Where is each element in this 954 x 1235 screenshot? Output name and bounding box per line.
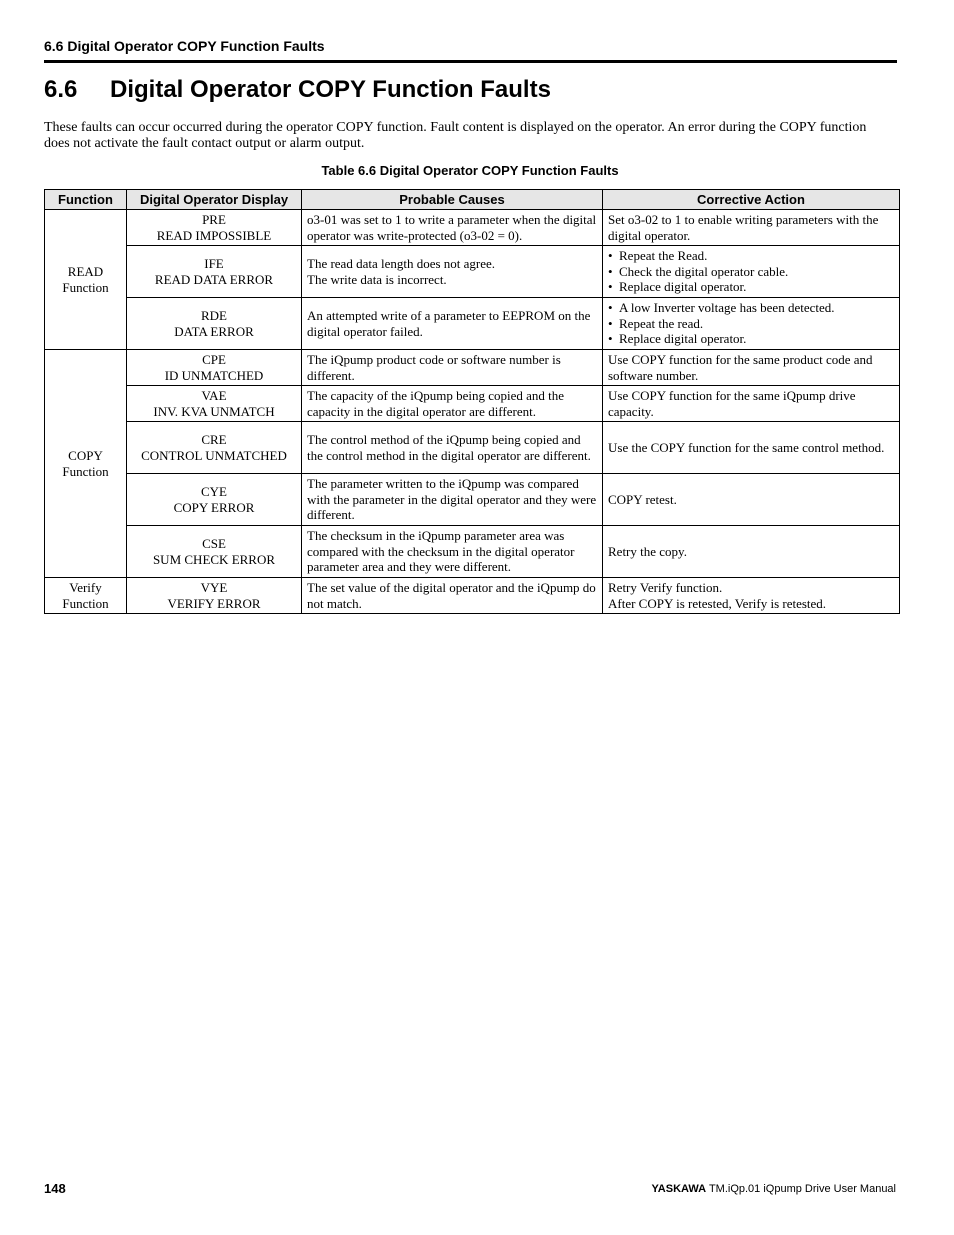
cause-cell: The checksum in the iQpump parameter area was compared with the checksum in the digital operator parameter area and they were different.: [302, 526, 603, 578]
cause-cell: An attempted write of a parameter to EEPROM on the digital operator failed.: [302, 298, 603, 350]
table-row: [45, 474, 900, 526]
action-line: After COPY is retested, Verify is retested.: [608, 595, 827, 611]
display-message: CONTROL UNMATCHED: [141, 447, 287, 463]
action-bullet: • Check the digital operator cable.: [608, 264, 894, 280]
display-code: CYE: [201, 484, 227, 499]
table-row: [45, 298, 900, 350]
display-cell: [127, 386, 302, 422]
action-cell: Use COPY function for the same product code and software number.: [603, 350, 900, 386]
action-cell: [603, 578, 900, 614]
display-code: CSE: [202, 536, 226, 551]
function-name: COPY: [68, 448, 103, 463]
page-number: 148: [44, 1181, 66, 1196]
display-code: VAE: [201, 388, 227, 403]
action-cell: Use the COPY function for the same control method.: [603, 422, 900, 474]
table-caption: Table 6.6 Digital Operator COPY Function Faults: [321, 163, 619, 178]
action-bullet: • A low Inverter voltage has been detected.: [608, 300, 894, 316]
action-bullet-list: [608, 248, 894, 295]
table-row: [45, 246, 900, 298]
table-header-row: [45, 190, 900, 210]
column-header-display: Digital Operator Display: [127, 190, 302, 210]
display-code: VYE: [200, 580, 228, 595]
display-message: INV. KVA UNMATCH: [153, 403, 275, 419]
function-suffix: Function: [62, 595, 109, 611]
action-cell: COPY retest.: [603, 474, 900, 526]
display-code: PRE: [202, 212, 226, 227]
table-row: [45, 422, 900, 474]
action-line: Retry Verify function.: [608, 580, 723, 595]
function-cell: [45, 578, 127, 614]
display-message: VERIFY ERROR: [167, 595, 261, 611]
footer-manual-title: [651, 1183, 896, 1195]
faults-table: [44, 189, 900, 614]
running-header-title: 6.6 Digital Operator COPY Function Faults: [44, 38, 325, 54]
function-suffix: Function: [62, 463, 109, 479]
display-message: ID UNMATCHED: [164, 367, 264, 383]
cause-cell: The control method of the iQpump being copied and the control method in the digital operator are different.: [302, 422, 603, 474]
cause-cell: The capacity of the iQpump being copied and the capacity in the digital operator are different.: [302, 386, 603, 422]
action-cell: Retry the copy.: [603, 526, 900, 578]
action-cell: [603, 246, 900, 298]
cause-cell: The parameter written to the iQpump was compared with the parameter in the digital operator and they were different.: [302, 474, 603, 526]
display-message: SUM CHECK ERROR: [152, 551, 276, 567]
manual-name: TM.iQp.01 iQpump Drive User Manual: [708, 1183, 896, 1195]
section-title: Digital Operator COPY Function Faults: [110, 76, 551, 103]
cause-cell: The set value of the digital operator and the iQpump do not match.: [302, 578, 603, 614]
action-bullet: • Repeat the read.: [608, 316, 894, 332]
table-row: [45, 526, 900, 578]
running-header: [44, 38, 897, 63]
table-row: [45, 350, 900, 386]
function-cell: [45, 210, 127, 350]
display-cell: [127, 210, 302, 246]
cause-line: The read data length does not agree.: [307, 256, 496, 271]
display-cell: [127, 246, 302, 298]
action-bullet: • Replace digital operator.: [608, 331, 894, 347]
action-bullet-list: [608, 300, 894, 347]
function-name: Verify: [69, 580, 102, 595]
function-cell: [45, 350, 127, 578]
action-cell: [603, 298, 900, 350]
display-cell: [127, 526, 302, 578]
display-message: DATA ERROR: [174, 323, 254, 339]
table-row: [45, 210, 900, 246]
cause-cell: [302, 246, 603, 298]
display-cell: [127, 298, 302, 350]
action-cell: Use COPY function for the same iQpump drive capacity.: [603, 386, 900, 422]
action-bullet: • Repeat the Read.: [608, 248, 894, 264]
column-header-function: Function: [45, 190, 127, 210]
display-cell: [127, 350, 302, 386]
section-number: 6.6: [44, 76, 78, 103]
section-heading: [44, 76, 551, 104]
display-code: RDE: [201, 308, 227, 323]
intro-paragraph: These faults can occur occurred during the operator COPY function. Fault content is displayed on the operator. An error during the COPY function does not activate the fault contact output or alarm output.: [44, 120, 867, 151]
action-bullet: • Replace digital operator.: [608, 279, 894, 295]
cause-line: The write data is incorrect.: [307, 271, 447, 287]
table-row: [45, 578, 900, 614]
display-message: READ IMPOSSIBLE: [156, 227, 272, 243]
display-cell: [127, 474, 302, 526]
column-header-causes: Probable Causes: [302, 190, 603, 210]
brand-name: YASKAWA: [651, 1183, 707, 1195]
display-cell: [127, 578, 302, 614]
cause-cell: The iQpump product code or software number is different.: [302, 350, 603, 386]
function-suffix: Function: [62, 279, 109, 295]
display-code: CRE: [201, 432, 227, 447]
display-cell: [127, 422, 302, 474]
display-message: COPY ERROR: [173, 499, 255, 515]
function-name: READ: [67, 264, 104, 279]
display-message: READ DATA ERROR: [154, 271, 274, 287]
column-header-action: Corrective Action: [603, 190, 900, 210]
display-code: IFE: [204, 256, 224, 271]
table-row: [45, 386, 900, 422]
cause-cell: o3-01 was set to 1 to write a parameter when the digital operator was write-protected (o3-02 = 0).: [302, 210, 603, 246]
display-code: CPE: [202, 352, 226, 367]
action-cell: Set o3-02 to 1 to enable writing parameters with the digital operator.: [603, 210, 900, 246]
